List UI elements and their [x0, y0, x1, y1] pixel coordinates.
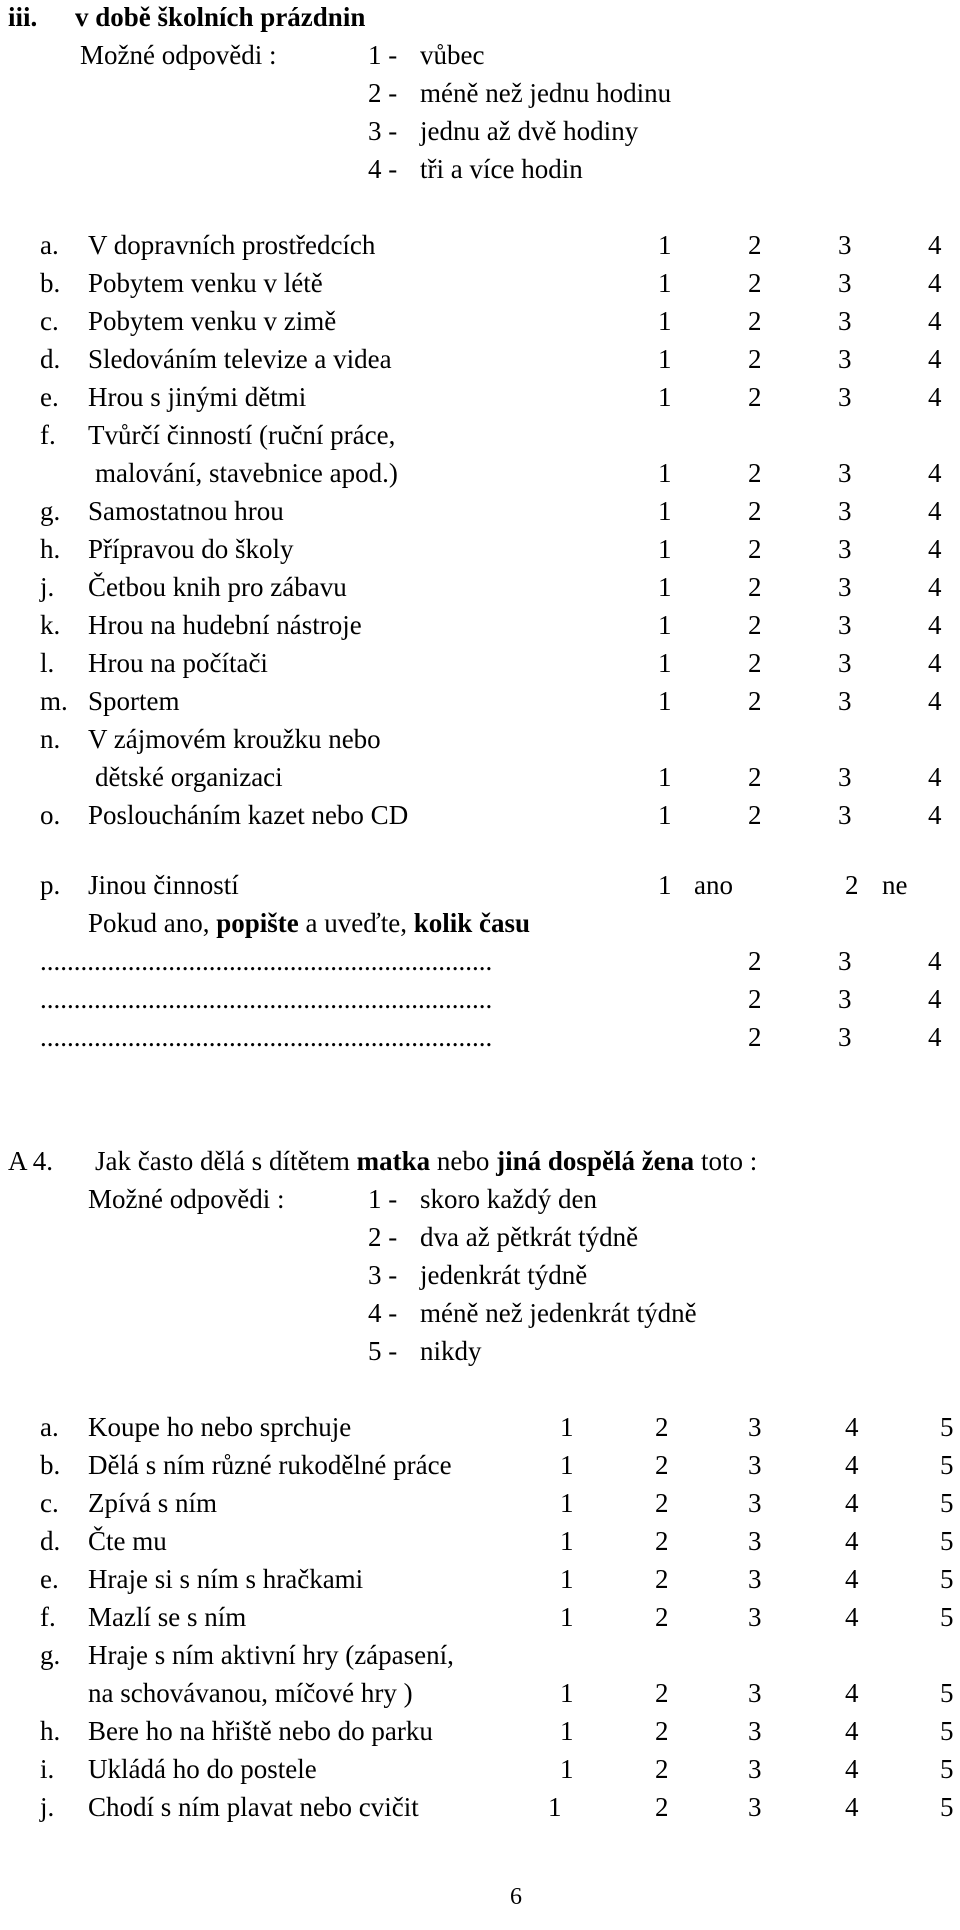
- scale-number: 1: [560, 1564, 574, 1594]
- scale-number: 4: [845, 1526, 859, 1556]
- scale-number: 3: [748, 1792, 762, 1822]
- answer-text: tři a více hodin: [420, 154, 583, 184]
- answers-label: Možné odpovědi :: [88, 1184, 285, 1214]
- scale-number: 2: [748, 458, 762, 488]
- item-text: Chodí s ním plavat nebo cvičit: [88, 1792, 419, 1822]
- item-text: Sportem: [88, 686, 180, 716]
- scale-number: 2: [655, 1602, 669, 1632]
- item-text: Přípravou do školy: [88, 534, 294, 564]
- scale-number: 4: [928, 344, 942, 374]
- item-letter: o.: [40, 800, 61, 830]
- yes-text: ano: [694, 870, 733, 900]
- item-text: Čte mu: [88, 1526, 167, 1556]
- item-text: Jinou činností: [88, 870, 239, 900]
- item-text: Hrou na počítači: [88, 648, 268, 678]
- item-text: Četbou knih pro zábavu: [88, 572, 347, 602]
- scale-number: 4: [928, 534, 942, 564]
- scale-number: 4: [928, 800, 942, 830]
- scale-number: 4: [845, 1678, 859, 1708]
- scale-number: 2: [655, 1678, 669, 1708]
- dotted-line: ...................................................................: [40, 984, 493, 1014]
- scale-number: 4: [928, 762, 942, 792]
- item-letter: d.: [40, 1526, 61, 1556]
- scale-number: 1: [658, 534, 672, 564]
- scale-number: 3: [838, 946, 852, 976]
- scale-number: 4: [928, 572, 942, 602]
- instruction-bold: popište: [216, 908, 299, 938]
- item-text: Pobytem venku v zimě: [88, 306, 337, 336]
- answer-code: 4 -: [368, 1298, 398, 1328]
- question-number: A 4.: [8, 1146, 54, 1176]
- scale-number: 1: [560, 1412, 574, 1442]
- item-letter: h.: [40, 534, 61, 564]
- answer-code: 1 -: [368, 40, 398, 70]
- scale-number: 4: [928, 984, 942, 1014]
- question-part: Jak často dělá s dítětem: [95, 1146, 350, 1176]
- scale-number: 3: [838, 1022, 852, 1052]
- item-text: V zájmovém kroužku nebo: [88, 724, 381, 754]
- scale-number: 2: [748, 1022, 762, 1052]
- scale-number: 1: [658, 458, 672, 488]
- scale-number: 1: [560, 1526, 574, 1556]
- item-letter: g.: [40, 1640, 61, 1670]
- scale-number: 1: [658, 230, 672, 260]
- answer-text: méně než jednu hodinu: [420, 78, 672, 108]
- scale-number: 4: [928, 610, 942, 640]
- scale-number: 1: [658, 610, 672, 640]
- item-text: Koupe ho nebo sprchuje: [88, 1412, 352, 1442]
- scale-number: 2: [748, 648, 762, 678]
- item-letter: l.: [40, 648, 55, 678]
- scale-number: 3: [748, 1678, 762, 1708]
- scale-number: 5: [940, 1678, 954, 1708]
- scale-number: 4: [928, 230, 942, 260]
- scale-number: 2: [748, 268, 762, 298]
- scale-number: 3: [838, 344, 852, 374]
- scale-number: 5: [940, 1792, 954, 1822]
- scale-number: 3: [838, 572, 852, 602]
- scale-number: 4: [845, 1412, 859, 1442]
- answer-text: dva až pětkrát týdně: [420, 1222, 639, 1252]
- scale-number: 3: [838, 496, 852, 526]
- scale-number: 1: [658, 572, 672, 602]
- scale-number: 2: [748, 230, 762, 260]
- item-letter: h.: [40, 1716, 61, 1746]
- instruction-text: a uveďte,: [305, 908, 407, 938]
- item-letter: c.: [40, 306, 59, 336]
- question-text: [95, 1144, 757, 1178]
- instruction-text: Pokud ano,: [88, 908, 210, 938]
- scale-number: 1: [548, 1792, 562, 1822]
- scale-number: 1: [560, 1488, 574, 1518]
- item-text: dětské organizaci: [95, 762, 283, 792]
- item-letter: j.: [40, 572, 55, 602]
- scale-number: 2: [748, 534, 762, 564]
- item-text: malování, stavebnice apod.): [95, 458, 398, 488]
- scale-number: 4: [928, 268, 942, 298]
- answer-text: jedenkrát týdně: [420, 1260, 588, 1290]
- scale-number: 4: [845, 1488, 859, 1518]
- scale-number: 4: [845, 1792, 859, 1822]
- scale-number: 3: [838, 306, 852, 336]
- scale-number: 3: [748, 1488, 762, 1518]
- scale-number: 1: [658, 762, 672, 792]
- scale-number: 2: [655, 1526, 669, 1556]
- item-letter: k.: [40, 610, 61, 640]
- item-letter: m.: [40, 686, 68, 716]
- scale-number: 5: [940, 1526, 954, 1556]
- scale-number: 2: [655, 1754, 669, 1784]
- scale-number: 2: [655, 1412, 669, 1442]
- question-part: toto :: [700, 1146, 758, 1176]
- item-text: Tvůrčí činností (ruční práce,: [88, 420, 396, 450]
- scale-number: 3: [748, 1526, 762, 1556]
- item-letter: b.: [40, 268, 61, 298]
- answer-code: 3 -: [368, 116, 398, 146]
- scale-number: 4: [928, 496, 942, 526]
- item-letter: j.: [40, 1792, 55, 1822]
- scale-number: 3: [838, 382, 852, 412]
- scale-number: 4: [928, 648, 942, 678]
- scale-number: 5: [940, 1564, 954, 1594]
- dotted-line: ...................................................................: [40, 1022, 493, 1052]
- scale-number: 3: [838, 762, 852, 792]
- scale-number: 1: [658, 648, 672, 678]
- item-text: Hrou na hudební nástroje: [88, 610, 362, 640]
- scale-number: 3: [838, 648, 852, 678]
- scale-number: 2: [655, 1792, 669, 1822]
- item-text: Samostatnou hrou: [88, 496, 284, 526]
- item-letter: p.: [40, 870, 61, 900]
- scale-number: 3: [748, 1412, 762, 1442]
- scale-number: 1: [658, 268, 672, 298]
- scale-number: 3: [748, 1754, 762, 1784]
- section-title: v době školních prázdnin: [75, 2, 366, 32]
- scale-number: 4: [845, 1716, 859, 1746]
- scale-number: 3: [748, 1716, 762, 1746]
- scale-number: 1: [560, 1754, 574, 1784]
- scale-number: 5: [940, 1716, 954, 1746]
- page-number: 6: [510, 1884, 522, 1910]
- item-text: Hraje si s ním s hračkami: [88, 1564, 364, 1594]
- scale-number: 4: [845, 1602, 859, 1632]
- item-letter: c.: [40, 1488, 59, 1518]
- question-bold: matka: [356, 1146, 431, 1176]
- scale-number: 5: [940, 1488, 954, 1518]
- dotted-line: ...................................................................: [40, 946, 493, 976]
- scale-number: 1: [560, 1716, 574, 1746]
- scale-number: 3: [838, 686, 852, 716]
- scale-number: 4: [928, 946, 942, 976]
- scale-number: 3: [748, 1602, 762, 1632]
- answer-code: 1 -: [368, 1184, 398, 1214]
- item-letter: b.: [40, 1450, 61, 1480]
- item-text: Hraje s ním aktivní hry (zápasení,: [88, 1640, 454, 1670]
- scale-number: 2: [748, 306, 762, 336]
- item-text: Pobytem venku v létě: [88, 268, 323, 298]
- answer-text: vůbec: [420, 40, 485, 70]
- item-letter: i.: [40, 1754, 55, 1784]
- scale-number: 4: [845, 1564, 859, 1594]
- scale-number: 2: [655, 1716, 669, 1746]
- scale-number: 5: [940, 1602, 954, 1632]
- item-letter: e.: [40, 382, 59, 412]
- question-part: nebo: [436, 1146, 490, 1176]
- scale-number: 2: [748, 686, 762, 716]
- answer-code: 2 -: [368, 1222, 398, 1252]
- answer-code: 5 -: [368, 1336, 398, 1366]
- scale-number: 1: [560, 1678, 574, 1708]
- scale-number: 1: [658, 306, 672, 336]
- answer-code: 4 -: [368, 154, 398, 184]
- scale-number: 2: [748, 800, 762, 830]
- scale-number: 4: [845, 1754, 859, 1784]
- scale-number: 2: [655, 1450, 669, 1480]
- instruction-bold: kolik času: [413, 908, 530, 938]
- section-number: iii.: [8, 2, 38, 32]
- item-letter: a.: [40, 230, 59, 260]
- item-text: Mazlí se s ním: [88, 1602, 247, 1632]
- scale-number: 3: [838, 268, 852, 298]
- item-letter: f.: [40, 1602, 56, 1632]
- answer-text: skoro každý den: [420, 1184, 597, 1214]
- answer-text: méně než jedenkrát týdně: [420, 1298, 697, 1328]
- scale-number: 1: [658, 800, 672, 830]
- scale-number: 4: [845, 1450, 859, 1480]
- answer-text: jednu až dvě hodiny: [420, 116, 639, 146]
- scale-number: 3: [838, 534, 852, 564]
- scale-number: 1: [658, 344, 672, 374]
- scale-number: 1: [658, 686, 672, 716]
- item-letter: d.: [40, 344, 61, 374]
- scale-number: 5: [940, 1450, 954, 1480]
- scale-number: 1: [658, 496, 672, 526]
- item-letter: f.: [40, 420, 56, 450]
- scale-number: 5: [940, 1412, 954, 1442]
- item-letter: a.: [40, 1412, 59, 1442]
- scale-number: 3: [838, 800, 852, 830]
- scale-number: 2: [748, 382, 762, 412]
- item-text: Sledováním televize a videa: [88, 344, 392, 374]
- question-bold: jiná dospělá žena: [496, 1146, 695, 1176]
- no-text: ne: [882, 870, 908, 900]
- scale-number: 3: [748, 1450, 762, 1480]
- scale-number: 4: [928, 306, 942, 336]
- scale-number: 2: [655, 1564, 669, 1594]
- scale-number: 3: [838, 610, 852, 640]
- no-code: 2: [845, 870, 859, 900]
- scale-number: 1: [658, 382, 672, 412]
- scale-number: 4: [928, 686, 942, 716]
- scale-number: 3: [748, 1564, 762, 1594]
- scale-number: 1: [560, 1450, 574, 1480]
- scale-number: 2: [748, 762, 762, 792]
- item-text: Ukládá ho do postele: [88, 1754, 317, 1784]
- scale-number: 2: [748, 496, 762, 526]
- answers-label: Možné odpovědi :: [80, 40, 277, 70]
- item-text: V dopravních prostředcích: [88, 230, 376, 260]
- item-text: Dělá s ním různé rukodělné práce: [88, 1450, 452, 1480]
- scale-number: 2: [655, 1488, 669, 1518]
- scale-number: 2: [748, 984, 762, 1014]
- item-text: Hrou s jinými dětmi: [88, 382, 307, 412]
- item-letter: e.: [40, 1564, 59, 1594]
- yes-code: 1: [658, 870, 672, 900]
- scale-number: 2: [748, 572, 762, 602]
- answer-code: 3 -: [368, 1260, 398, 1290]
- scale-number: 3: [838, 984, 852, 1014]
- other-instruction: [88, 906, 530, 940]
- scale-number: 3: [838, 230, 852, 260]
- item-letter: n.: [40, 724, 61, 754]
- item-text: Posloucháním kazet nebo CD: [88, 800, 409, 830]
- scale-number: 2: [748, 344, 762, 374]
- item-letter: g.: [40, 496, 61, 526]
- item-text: na schovávanou, míčové hry ): [88, 1678, 413, 1708]
- scale-number: 4: [928, 458, 942, 488]
- answer-code: 2 -: [368, 78, 398, 108]
- scale-number: 4: [928, 382, 942, 412]
- scale-number: 1: [560, 1602, 574, 1632]
- item-text: Bere ho na hřiště nebo do parku: [88, 1716, 433, 1746]
- scale-number: 4: [928, 1022, 942, 1052]
- answer-text: nikdy: [420, 1336, 482, 1366]
- item-text: Zpívá s ním: [88, 1488, 217, 1518]
- scale-number: 3: [838, 458, 852, 488]
- scale-number: 2: [748, 946, 762, 976]
- scale-number: 5: [940, 1754, 954, 1784]
- scale-number: 2: [748, 610, 762, 640]
